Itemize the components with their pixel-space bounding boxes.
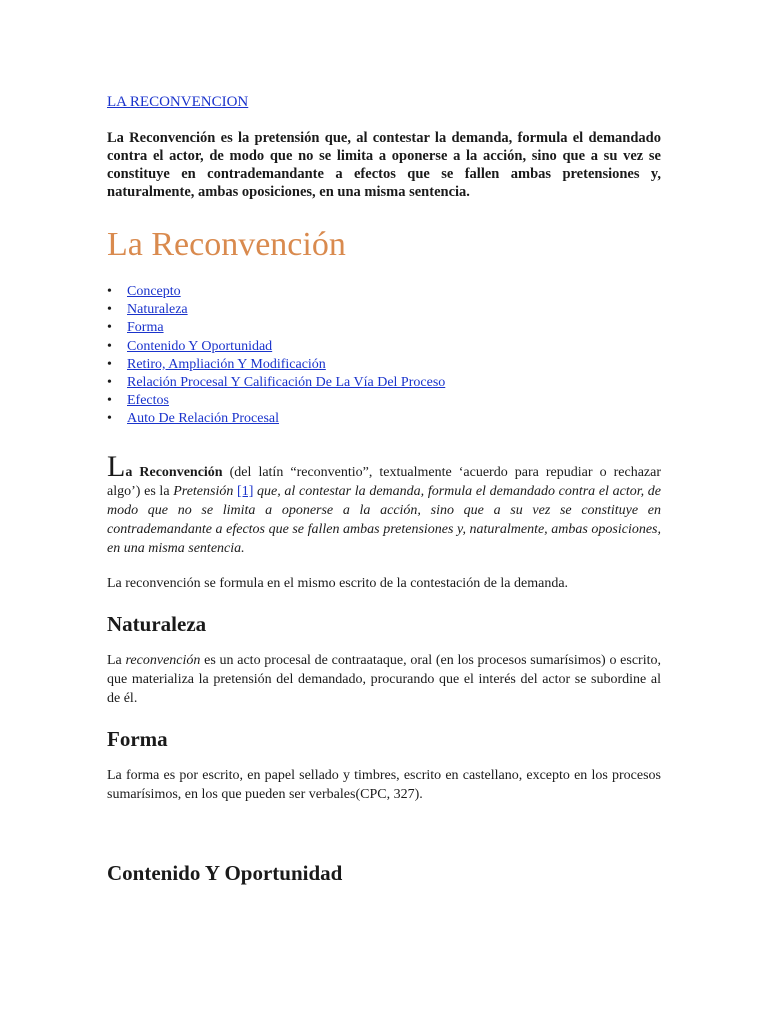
definition-italic: que, al contestar la demanda, formula el demandado contra el actor, de modo que no se limita a oponerse a la acción, sino que a su vez se constituye en contrademandante a efectos que se fallen ambas pretensiones y, naturalmente, ambas oposiciones, en una misma sentencia. [107,483,662,556]
toc-item [127,374,661,392]
table-of-contents [107,283,661,429]
naturaleza-text-start: La [107,652,126,668]
definition-text: (del latín “reconventio”, textualmente ‘acuerdo para repudiar o rechazar algo’) es la [107,464,661,499]
term-bold: a Reconvención [125,464,223,480]
toc-link-contenido[interactable]: Contenido Y Oportunidad [127,338,273,354]
footnote-ref-link[interactable]: [1] [237,483,254,499]
document-content [107,94,661,888]
toc-link-relacion[interactable]: Relación Procesal Y Calificación De La Vía Del Proceso [127,375,446,391]
page-title: La Reconvención [107,226,346,263]
toc-item [127,356,661,374]
toc-item [127,319,661,337]
forma-paragraph: La forma es por escrito, en papel sellado y timbres, escrito en castellano, excepto en los procesos sumarísimos, en los que pueden ser verbales(CPC, 327). [107,767,661,802]
reconvencion-term: reconvención [125,652,201,668]
title-link[interactable]: LA RECONVENCION [107,94,249,110]
heading-forma: Forma [107,726,168,751]
heading-contenido: Contenido Y Oportunidad [107,860,343,885]
toc-item [127,392,661,410]
naturaleza-text: es un acto procesal de contraataque, oral (en los procesos sumarísimos) o escrito, que materializa la pretensión del demandado, procurando que el interés del actor se subordine al de él. [107,652,661,706]
toc-link-auto[interactable]: Auto De Relación Procesal [127,411,280,427]
toc-link-forma[interactable]: Forma [127,320,164,336]
toc-item [127,410,661,428]
toc-item [127,301,661,319]
toc-link-retiro[interactable]: Retiro, Ampliación Y Modificación [127,356,326,372]
definition-paragraph [107,449,662,558]
intro-paragraph: La Reconvención es la pretensión que, al contestar la demanda, formula el demandado contra el actor, de modo que no se limita a oponerse a la acción, sino que a su vez se constituye en contrademandante a efectos que se fallen ambas pretensiones y, naturalmente, ambas oposiciones, en una misma sentencia. [107,130,661,200]
naturaleza-paragraph [107,651,661,708]
toc-link-naturaleza[interactable]: Naturaleza [127,302,188,318]
heading-naturaleza: Naturaleza [107,611,207,636]
formula-paragraph: La reconvención se formula en el mismo escrito de la contestación de la demanda. [107,575,569,591]
toc-item [127,283,661,301]
toc-link-efectos[interactable]: Efectos [127,393,169,409]
toc-link-concepto[interactable]: Concepto [127,284,181,299]
toc-item [127,338,661,356]
drop-cap: L [107,449,126,483]
pretension-term: Pretensión [173,483,234,499]
